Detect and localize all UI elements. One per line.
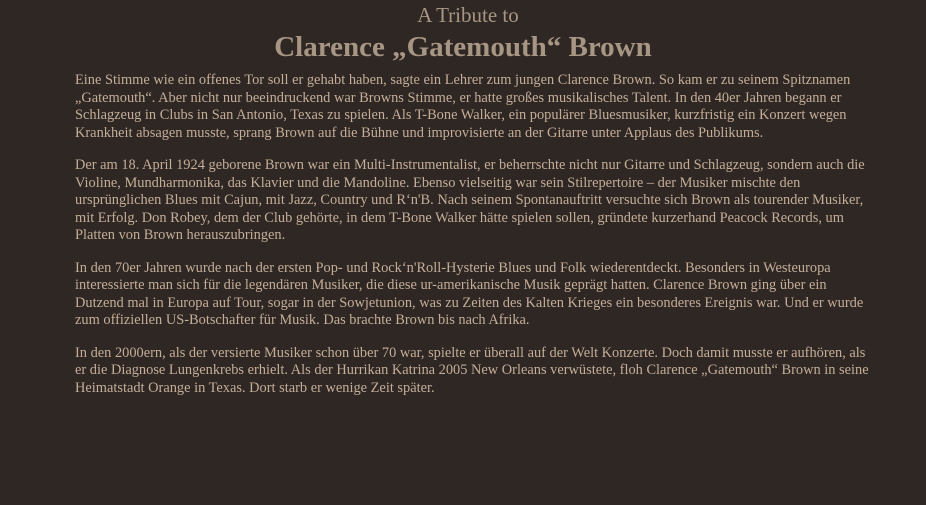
article-paragraph: In den 2000ern, als der versierte Musiker schon über 70 war, spielte er überall auf der Welt Konzerte. Doch damit musste er aufhören, als er die Diagnose Lungenkrebs erhielt. Als der Hurrikan Katrina 2005 New Orleans verwüstete, floh Clarence „Gatemouth“ Brown in seine Heimatstadt Orange in Texas. Dort starb er wenige Zeit später.	[75, 344, 869, 396]
article-body	[75, 72, 875, 412]
page-title: Clarence „Gatemouth“ Brown	[274, 31, 652, 63]
page-header	[0, 0, 926, 64]
article-paragraph: Eine Stimme wie ein offenes Tor soll er gehabt haben, sagte ein Lehrer zum jungen Clarence Brown. So kam er zu seinem Spitznamen „Gatemouth“. Aber nicht nur beeindruckend war Browns Stimme, er hatte großes musikalisches Talent. In den 40er Jahren begann er Schlagzeug in Clubs in San Antonio, Texas zu spielen. Als T-Bone Walker, ein populärer Bluesmusiker, kurzfristig ein Konzert wegen Krankheit absagen musste, sprang Brown auf die Bühne und improvisierte an der Gitarre unter Applaus des Publikums.	[75, 72, 851, 141]
article-paragraph: Der am 18. April 1924 geborene Brown war ein Multi-Instrumentalist, er beherrschte nicht nur Gitarre und Schlagzeug, sondern auch die Violine, Mundharmonika, das Klavier und die Mandoline. Ebenso vielseitig war sein Stilrepertoire – der Musiker mischte den ursprünglichen Blues mit Cajun, mit Jazz, Country und R‘n'B. Nach seinem Spontanauftritt versuchte sich Brown als tourender Musiker, mit Erfolg. Don Robey, dem der Club gehörte, in dem T-Bone Walker hätte spielen sollen, gründete kurzerhand Peacock Records, um Platten von Brown herauszubringen.	[75, 157, 865, 243]
page-subtitle: A Tribute to	[417, 3, 519, 27]
article-paragraph: In den 70er Jahren wurde nach der ersten Pop- und Rock‘n'Roll-Hysterie Blues und Folk wiederentdeckt. Besonders in Westeuropa interessierte man sich für die legendären Musiker, die diese ur-amerikanische Musik geprägt hatten. Clarence Brown ging über ein Dutzend mal in Europa auf Tour, sogar in der Sowjetunion, was zu Zeiten des Kalten Krieges ein besonderes Ereignis war. Und er wurde zum offiziellen US-Botschafter für Musik. Das brachte Brown bis nach Afrika.	[75, 259, 864, 328]
